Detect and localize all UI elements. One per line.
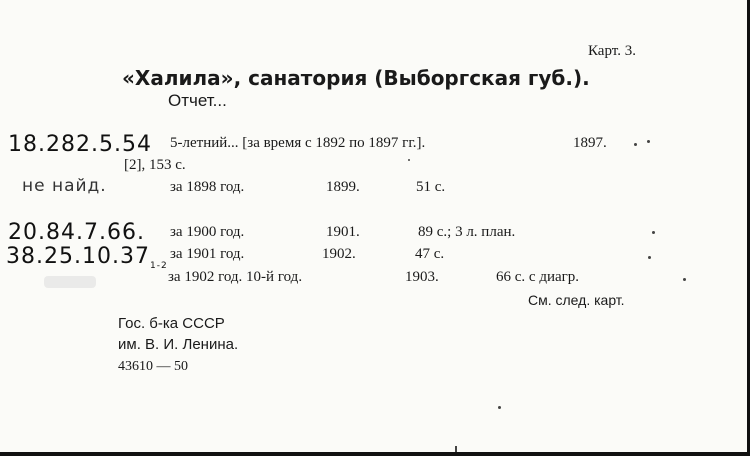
card-subtitle: Отчет... bbox=[168, 91, 227, 110]
entry-2-text: за 1898 год. bbox=[170, 179, 245, 195]
ink-speck bbox=[498, 406, 501, 409]
entry-5-pages: 66 с. с диагр. bbox=[496, 269, 580, 285]
ink-speck bbox=[652, 231, 655, 234]
entry-4-text: за 1901 год. bbox=[170, 246, 245, 262]
card-number: Карт. 3. bbox=[588, 43, 636, 59]
entry-3-pages: 89 с.; 3 л. план. bbox=[418, 224, 516, 240]
shelfmark-4: 38.25.10.37 bbox=[6, 244, 150, 269]
entry-4-pages: 47 с. bbox=[415, 246, 445, 262]
ink-speck bbox=[408, 159, 410, 161]
entry-4-year: 1902. bbox=[322, 246, 356, 262]
entry-2-pages: 51 с. bbox=[416, 179, 446, 195]
ink-speck bbox=[634, 143, 637, 146]
entry-5-year: 1903. bbox=[405, 269, 439, 285]
shelfmark-1: 18.282.5.54 bbox=[8, 132, 152, 157]
ink-speck bbox=[455, 446, 457, 454]
entry-2-year: 1899. bbox=[326, 179, 360, 195]
see-next-card: См. след. карт. bbox=[528, 292, 625, 308]
entry-1-collation: [2], 153 с. bbox=[124, 157, 186, 173]
card-title: «Халила», санатория (Выборгская губ.). bbox=[122, 66, 590, 90]
stamp-line-3: 43610 — 50 bbox=[118, 359, 188, 374]
ink-speck bbox=[647, 140, 650, 143]
entry-1-year: 1897. bbox=[573, 135, 607, 151]
ink-speck bbox=[683, 278, 686, 281]
entry-3-text: за 1900 год. bbox=[170, 224, 245, 240]
shelfmark-3: 20.84.7.66. bbox=[8, 220, 145, 245]
entry-3-year: 1901. bbox=[326, 224, 360, 240]
shelfmark-2: не найд. bbox=[22, 176, 107, 196]
stamp-line-1: Гос. б-ка СССР bbox=[118, 315, 225, 332]
shelfmark-4-suffix: 1-2 bbox=[150, 261, 168, 271]
faded-pencil-mark bbox=[44, 276, 96, 288]
entry-1-text: 5-летний... [за время с 1892 по 1897 гг.]. bbox=[170, 135, 426, 151]
ink-speck bbox=[648, 256, 651, 259]
entry-5-text: за 1902 год. 10-й год. bbox=[168, 269, 303, 285]
stamp-line-2: им. В. И. Ленина. bbox=[118, 336, 239, 353]
